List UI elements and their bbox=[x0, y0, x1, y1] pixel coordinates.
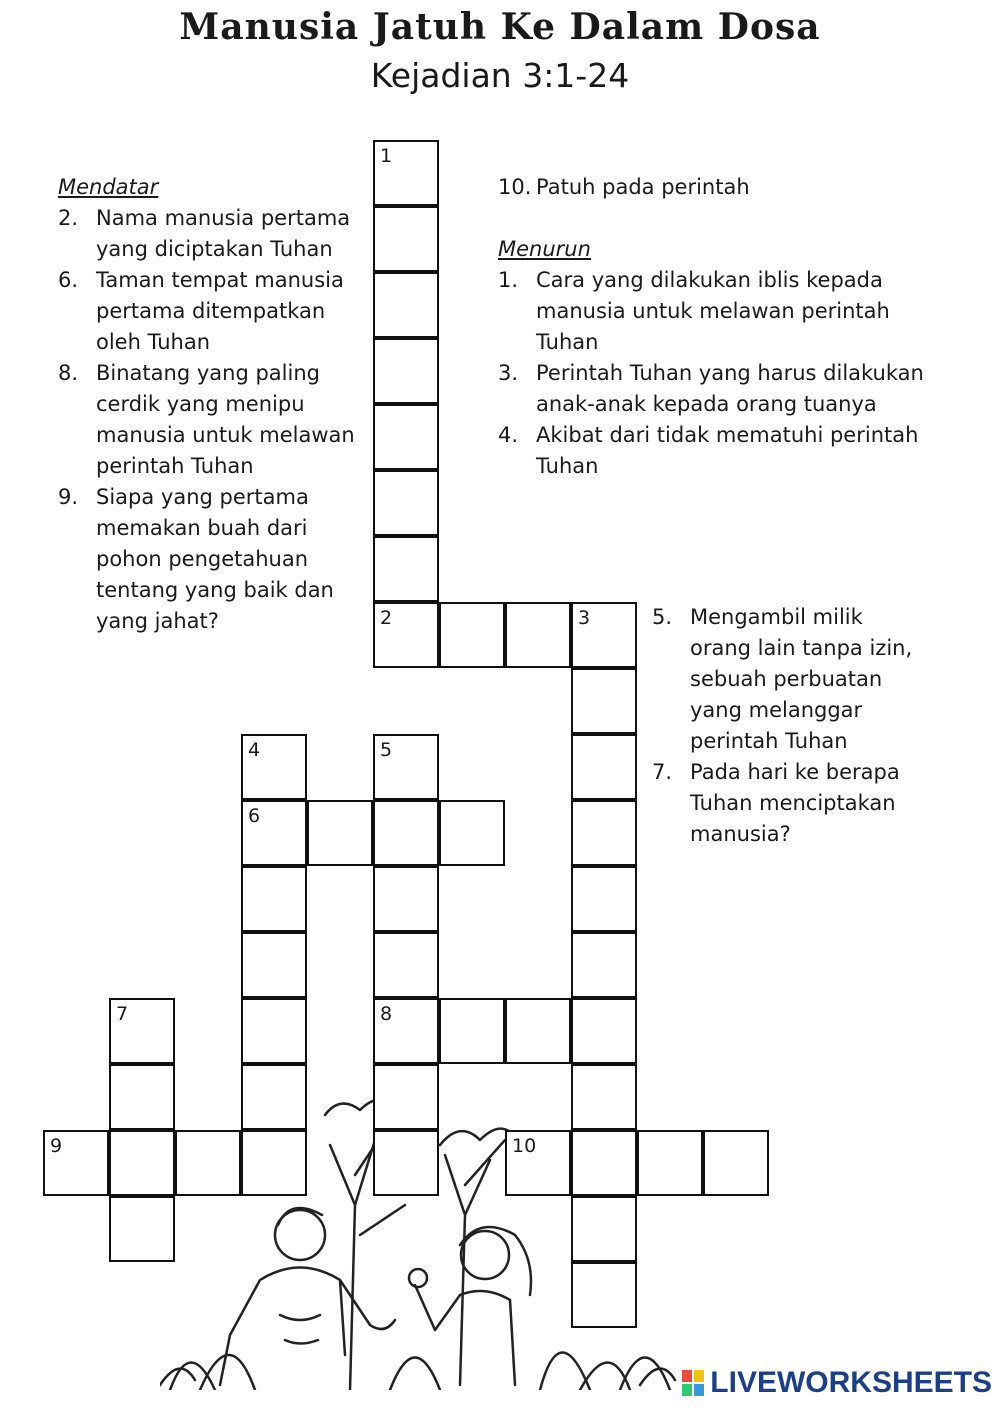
crossword-cell[interactable] bbox=[373, 1064, 439, 1130]
crossword-cell[interactable] bbox=[373, 338, 439, 404]
crossword-cell[interactable] bbox=[439, 800, 505, 866]
clue-2: 2. Nama manusia pertama yang diciptakan Tuhan bbox=[58, 206, 351, 261]
clue-7: 7. Pada hari ke berapa Tuhan menciptakan manusia? bbox=[652, 760, 900, 846]
crossword-cell[interactable] bbox=[241, 734, 307, 800]
liveworksheets-badge-icon bbox=[682, 1370, 704, 1396]
cell-number: 4 bbox=[248, 739, 261, 761]
crossword-cell[interactable] bbox=[373, 932, 439, 998]
cell-number: 5 bbox=[380, 739, 393, 761]
crossword-cell[interactable] bbox=[373, 800, 439, 866]
cell-number: 3 bbox=[578, 607, 591, 629]
crossword-cell[interactable] bbox=[571, 866, 637, 932]
crossword-cell[interactable] bbox=[241, 1130, 307, 1196]
clue-4: 4. Akibat dari tidak mematuhi perintah Tuhan bbox=[498, 423, 919, 478]
crossword-cell[interactable] bbox=[241, 1064, 307, 1130]
crossword-cell[interactable] bbox=[373, 140, 439, 206]
cell-number: 10 bbox=[512, 1135, 537, 1157]
crossword-cell[interactable] bbox=[109, 1064, 175, 1130]
crossword-cell[interactable] bbox=[109, 1196, 175, 1262]
crossword-cell[interactable] bbox=[703, 1130, 769, 1196]
crossword-cell[interactable] bbox=[571, 1196, 637, 1262]
crossword-cell[interactable] bbox=[439, 602, 505, 668]
crossword-cell[interactable] bbox=[43, 1130, 109, 1196]
cell-number: 9 bbox=[50, 1135, 63, 1157]
crossword-cell[interactable] bbox=[571, 734, 637, 800]
crossword-cell[interactable] bbox=[241, 866, 307, 932]
clue-5: 5. Mengambil milik orang lain tanpa izin, sebuah perbuatan yang melanggar perintah Tuhan bbox=[652, 605, 913, 753]
crossword-cell[interactable] bbox=[571, 932, 637, 998]
cell-number: 6 bbox=[248, 805, 261, 827]
crossword-cell[interactable] bbox=[373, 998, 439, 1064]
crossword-cell[interactable] bbox=[373, 602, 439, 668]
crossword-cell[interactable] bbox=[571, 668, 637, 734]
crossword-cell[interactable] bbox=[571, 602, 637, 668]
crossword-cell[interactable] bbox=[307, 800, 373, 866]
mendatar-heading: Mendatar bbox=[58, 175, 159, 199]
liveworksheets-logo bbox=[682, 1366, 992, 1400]
crossword-cell[interactable] bbox=[571, 800, 637, 866]
clue-6: 6. Taman tempat manusia pertama ditempatkan oleh Tuhan bbox=[58, 268, 344, 354]
clue-9: 9. Siapa yang pertama memakan buah dari pohon pengetahuan tentang yang baik dan yang jahat? bbox=[58, 485, 334, 633]
worksheet-subtitle: Kejadian 3:1-24 bbox=[370, 56, 630, 95]
crossword-cell[interactable] bbox=[571, 1262, 637, 1328]
cell-number: 8 bbox=[380, 1003, 393, 1025]
clue-1: 1. Cara yang dilakukan iblis kepada manusia untuk melawan perintah Tuhan bbox=[498, 268, 890, 354]
crossword-cell[interactable] bbox=[505, 602, 571, 668]
clue-3: 3. Perintah Tuhan yang harus dilakukan anak-anak kepada orang tuanya bbox=[498, 361, 924, 416]
crossword-cell[interactable] bbox=[373, 866, 439, 932]
crossword-cell[interactable] bbox=[241, 998, 307, 1064]
crossword-cell[interactable] bbox=[373, 470, 439, 536]
crossword-cell[interactable] bbox=[241, 932, 307, 998]
crossword-cell[interactable] bbox=[241, 800, 307, 866]
cell-number: 1 bbox=[380, 145, 393, 167]
menurun-heading: Menurun bbox=[498, 237, 591, 261]
crossword-cell[interactable] bbox=[109, 1130, 175, 1196]
crossword-cell[interactable] bbox=[373, 272, 439, 338]
crossword-cell[interactable] bbox=[505, 1130, 571, 1196]
crossword-cell[interactable] bbox=[571, 1130, 637, 1196]
crossword-cell[interactable] bbox=[571, 998, 637, 1064]
crossword-cell[interactable] bbox=[175, 1130, 241, 1196]
cell-number: 2 bbox=[380, 607, 393, 629]
clue-10: 10. Patuh pada perintah bbox=[498, 175, 750, 199]
cell-number: 7 bbox=[116, 1003, 129, 1025]
brand-name: LIVEWORKSHEETS bbox=[710, 1366, 992, 1399]
clue-8: 8. Binatang yang paling cerdik yang menipu manusia untuk melawan perintah Tuhan bbox=[58, 361, 355, 478]
crossword-cell[interactable] bbox=[571, 1064, 637, 1130]
crossword-cell[interactable] bbox=[637, 1130, 703, 1196]
crossword-cell[interactable] bbox=[373, 206, 439, 272]
worksheet-title: Manusia Jatuh Ke Dalam Dosa bbox=[179, 6, 821, 48]
crossword-cell[interactable] bbox=[373, 404, 439, 470]
crossword-cell[interactable] bbox=[373, 734, 439, 800]
crossword-cell[interactable] bbox=[505, 998, 571, 1064]
crossword-cell[interactable] bbox=[109, 998, 175, 1064]
crossword-cell[interactable] bbox=[373, 1130, 439, 1196]
crossword-cell[interactable] bbox=[439, 998, 505, 1064]
crossword-cell[interactable] bbox=[373, 536, 439, 602]
